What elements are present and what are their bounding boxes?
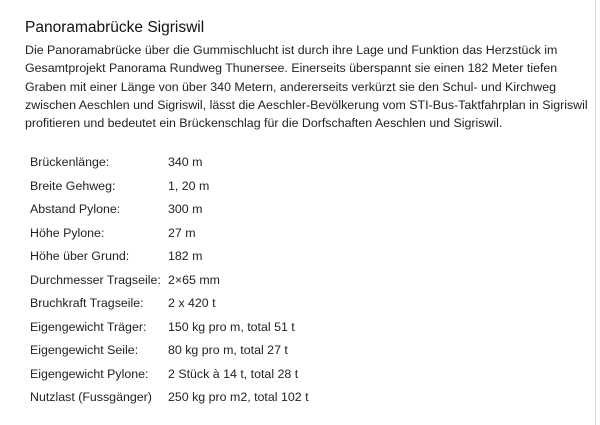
spec-row [30, 245, 309, 269]
spec-value: 2 x 420 t [168, 296, 216, 311]
spec-label: Nutzlast (Fussgänger) [30, 390, 152, 405]
spec-value: 300 m [168, 202, 203, 217]
spec-row [30, 269, 309, 293]
spec-row [30, 386, 309, 410]
spec-label: Abstand Pylone: [30, 202, 121, 217]
spec-row [30, 222, 309, 246]
spec-value: 27 m [168, 225, 196, 240]
spec-label: Breite Gehweg: [30, 178, 116, 193]
spec-label: Brückenlänge: [30, 155, 110, 170]
spec-label: Bruchkraft Tragseile: [30, 296, 144, 311]
spec-value: 1, 20 m [168, 178, 210, 193]
spec-row [30, 198, 309, 222]
spec-row [30, 292, 309, 316]
spec-value: 2×65 mm [168, 272, 220, 287]
spec-row [30, 339, 309, 363]
spec-label: Höhe Pylone: [30, 225, 105, 240]
spec-row [30, 316, 309, 340]
spec-label: Eigengewicht Träger: [30, 319, 147, 334]
spec-row [30, 175, 309, 199]
spec-row [30, 363, 309, 387]
specs-table [30, 151, 309, 410]
spec-label: Eigengewicht Seile: [30, 343, 139, 358]
spec-value: 2 Stück à 14 t, total 28 t [168, 366, 299, 381]
spec-label: Durchmesser Tragseile: [30, 272, 161, 287]
spec-label: Eigengewicht Pylone: [30, 366, 149, 381]
right-border-line [595, 0, 596, 425]
spec-value: 250 kg pro m2, total 102 t [168, 390, 309, 405]
spec-value: 80 kg pro m, total 27 t [168, 343, 288, 358]
spec-value: 182 m [168, 249, 203, 264]
spec-value: 150 kg pro m, total 51 t [168, 319, 295, 334]
intro-paragraph: Die Panoramabrücke über die Gummischlucht ist durch ihre Lage und Funktion das Herzstück im Gesamtprojekt Panorama Rundweg Thunersee. Einerseits überspannt sie einen 182 Meter tiefen Graben mit einer Länge von über 340 Metern, andererseits verkürzt sie den Schul- und Kirchweg zwischen Aeschlen und Sigriswil, lässt die Aeschler-Bevölkerung vom STI-Bus-Taktfahrplan in Sigriswil profitieren und bedeutet ein Brückenschlag für die Dorfschaften Aeschlen und Sigriswil. [25, 43, 588, 131]
page-title: Panoramabrücke Sigriswil [25, 19, 205, 36]
article-content [25, 18, 591, 410]
spec-label: Höhe über Grund: [30, 249, 130, 264]
specs-table-body [30, 151, 309, 410]
spec-value: 340 m [168, 155, 203, 170]
spec-row [30, 151, 309, 175]
